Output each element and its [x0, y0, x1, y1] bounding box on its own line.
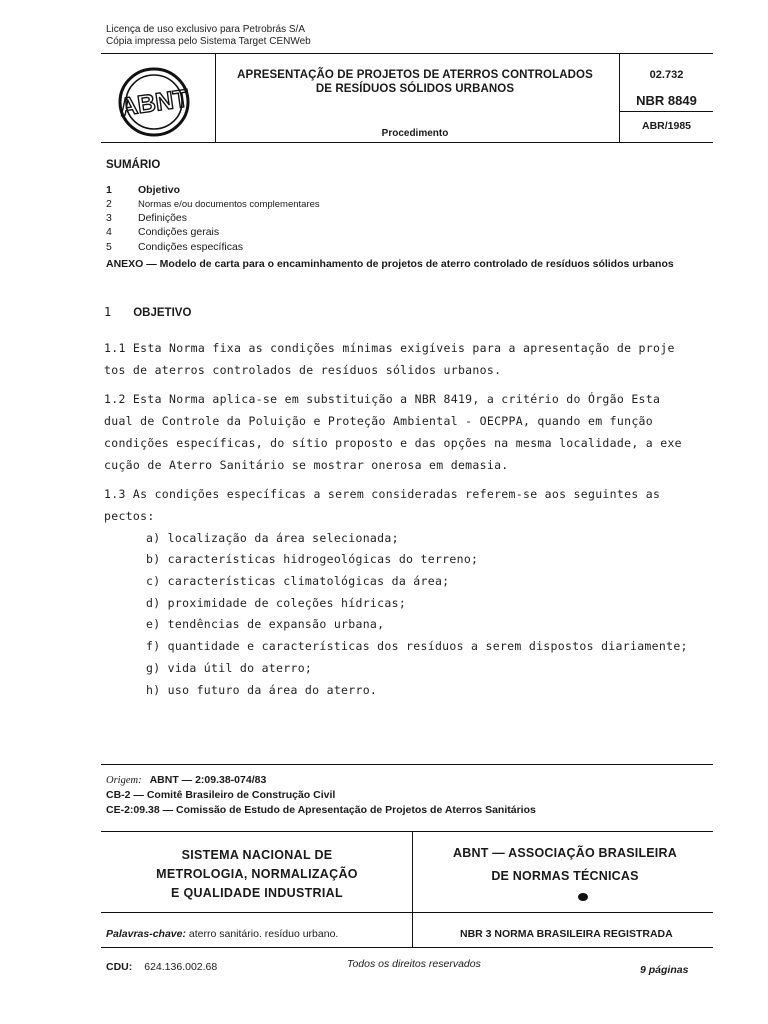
license-line-2: Cópia impressa pelo Sistema Target CENWeb	[106, 36, 311, 47]
rights-reserved: Todos os direitos reservados	[347, 958, 481, 970]
document-code: 02.732	[649, 69, 684, 81]
list-item: e) tendências de expansão urbana,	[146, 617, 385, 631]
summary-item-number: 2	[106, 198, 112, 210]
summary-item	[106, 241, 243, 255]
abnt-name-line-2: DE NORMAS TÉCNICAS	[491, 869, 639, 883]
list-item: f) quantidade e características dos resíduos a serem dispostos diariamente;	[146, 639, 688, 653]
institution-divider	[412, 832, 413, 912]
cdu-line	[106, 961, 217, 973]
summary-item	[106, 212, 187, 226]
cdu-value: 624.136.002.68	[144, 961, 218, 973]
keywords-label: Palavras-chave:	[106, 928, 186, 940]
document-title	[225, 68, 605, 96]
summary-item-number: 4	[106, 226, 112, 238]
paragraph-1-1-line-1: 1.1 Esta Norma fixa as condições mínimas exigíveis para a apresentação de proje	[104, 341, 675, 355]
license-line-1: Licença de uso exclusivo para Petrobrás S/A	[106, 24, 305, 35]
annex-entry: ANEXO — Modelo de carta para o encaminhamento de projetos de aterro controlado de resíduos sólidos urbanos	[106, 258, 674, 270]
summary-item	[106, 198, 320, 212]
license-notice	[106, 24, 311, 48]
abnt-logo	[114, 64, 194, 140]
committee-line: CB-2 — Comitê Brasileiro de Construção Civil	[106, 789, 336, 801]
keywords-divider	[412, 913, 413, 947]
summary-item	[106, 184, 180, 198]
origin-value: ABNT — 2:09.38-074/83	[149, 774, 267, 786]
paragraph-1-2-line-1: 1.2 Esta Norma aplica-se em substituição a NBR 8419, a critério do Órgão Esta	[104, 392, 661, 406]
standard-number: NBR 8849	[636, 93, 697, 108]
paragraph-1-2-line-4: cução de Aterro Sanitário se mostrar onerosa em demasia.	[104, 458, 509, 472]
title-line-1: APRESENTAÇÃO DE PROJETOS DE ATERROS CONTROLADOS	[237, 69, 593, 81]
paragraph-1-3-line-1: 1.3 As condições específicas a serem consideradas referem-se aos seguintes as	[104, 487, 661, 501]
header-divider-left	[215, 54, 216, 142]
page-count: 9 páginas	[640, 964, 689, 976]
summary-item-number: 1	[106, 184, 112, 196]
paragraph-1-2-line-2: dual de Controle da Poluição e Proteção Ambiental - OECPPA, quando em função	[104, 414, 653, 428]
publication-date: ABR/1985	[641, 120, 692, 132]
list-item: b) características hidrogeológicas do terreno;	[146, 552, 479, 566]
list-item: a) localização da área selecionada;	[146, 531, 399, 545]
section-heading	[104, 305, 191, 319]
summary-item	[106, 226, 219, 240]
sinmetro-line-1: SISTEMA NACIONAL DE	[181, 848, 333, 862]
list-item: c) características climatológicas da área;	[146, 574, 450, 588]
origin-label: Origem:	[106, 775, 142, 786]
paragraph-1-2-line-3: condições específicas, do sítio proposto e das opções na mesma localidade, a exe	[104, 436, 682, 450]
list-item: g) vida útil do aterro;	[146, 661, 313, 675]
summary-item-number: 3	[106, 212, 112, 224]
cdu-label: CDU:	[106, 961, 133, 973]
sinmetro-line-2: METROLOGIA, NORMALIZAÇÃO	[156, 867, 358, 881]
keywords-line	[106, 928, 338, 940]
logo-lettering: ABNT	[117, 84, 191, 122]
list-item: d) proximidade de coleções hídricas;	[146, 596, 407, 610]
section-title: OBJETIVO	[133, 307, 192, 319]
commission-line: CE-2:09.38 — Comissão de Estudo de Apresentação de Projetos de Aterros Sanitários	[106, 804, 536, 816]
code-separator	[620, 111, 713, 112]
registered-standard: NBR 3 NORMA BRASILEIRA REGISTRADA	[460, 928, 673, 940]
summary-item-number: 5	[106, 241, 112, 253]
keywords-value: aterro sanitário. resíduo urbano.	[188, 928, 339, 940]
bottom-rule	[101, 947, 713, 948]
paragraph-1-1-line-2: tos de aterros controlados de resíduos sólidos urbanos.	[104, 363, 502, 377]
footer-rule	[101, 764, 713, 765]
sinmetro-line-3: E QUALIDADE INDUSTRIAL	[171, 886, 343, 900]
list-item: h) uso futuro da área do aterro.	[146, 683, 378, 697]
summary-item-label: Objetivo	[138, 184, 181, 196]
summary-item-label: Normas e/ou documentos complementares	[138, 199, 320, 210]
document-type: Procedimento	[381, 128, 449, 139]
sinmetro-block	[112, 846, 402, 903]
abnt-mark-icon	[578, 893, 588, 901]
summary-item-label: Definições	[138, 212, 188, 224]
summary-heading: SUMÁRIO	[106, 159, 161, 171]
title-line-2: DE RESÍDUOS SÓLIDOS URBANOS	[315, 83, 515, 95]
section-number: 1	[104, 305, 112, 319]
origin-line	[106, 774, 266, 786]
summary-item-label: Condições específicas	[138, 241, 244, 253]
summary-item-label: Condições gerais	[138, 226, 220, 238]
abnt-name-line-1: ABNT — ASSOCIAÇÃO BRASILEIRA	[453, 846, 677, 860]
paragraph-1-3-line-2: pectos:	[104, 509, 155, 523]
